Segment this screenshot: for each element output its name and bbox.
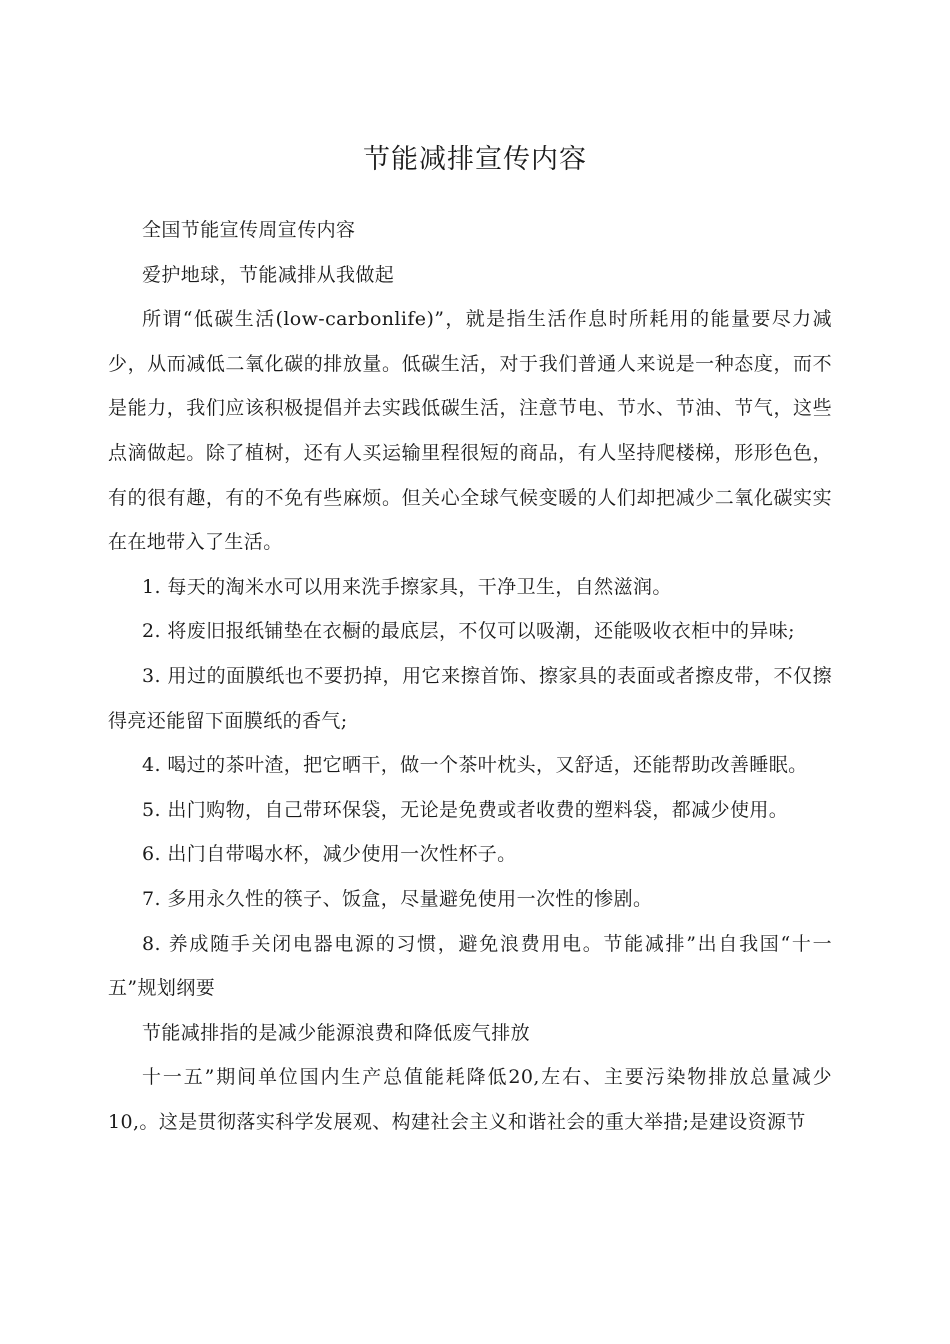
paragraph: 节能减排指的是减少能源浪费和降低废气排放 (142, 1021, 531, 1044)
document-body (108, 208, 832, 1144)
list-item: 5. 出门购物，自己带环保袋，无论是免费或者收费的塑料袋，都减少使用。 (142, 798, 789, 821)
list-item: 3. 用过的面膜纸也不要扔掉，用它来擦首饰、擦家具的表面或者擦皮带，不仅擦得亮还能留下面膜纸的香气; (108, 664, 832, 732)
paragraph: 十一五”期间单位国内生产总值能耗降低20,左右、主要污染物排放总量减少10,。这是贯彻落实科学发展观、构建社会主义和谐社会的重大举措;是建设资源节 (108, 1066, 832, 1133)
list-item: 2. 将废旧报纸铺垫在衣橱的最底层，不仅可以吸潮，还能吸收衣柜中的异味; (142, 620, 795, 643)
paragraph: 爱护地球，节能减排从我做起 (142, 263, 395, 286)
list-item: 1. 每天的淘米水可以用来洗手擦家具，干净卫生，自然滋润。 (142, 575, 672, 598)
document-title: 节能减排宣传内容 (363, 144, 587, 175)
list-item: 7. 多用永久性的筷子、饭盒，尽量避免使用一次性的惨剧。 (142, 887, 653, 910)
list-item: 6. 出门自带喝水杯，减少使用一次性杯子。 (142, 843, 517, 866)
list-item: 8. 养成随手关闭电器电源的习惯，避免浪费用电。节能减排”出自我国“十一五”规划纲要 (108, 932, 832, 1000)
list-item: 4. 喝过的茶叶渣，把它晒干，做一个茶叶枕头，又舒适，还能帮助改善睡眠。 (142, 754, 808, 777)
paragraph: 全国节能宣传周宣传内容 (142, 219, 356, 241)
paragraph: 所谓“低碳生活(low-carbonlife)”，就是指生活作息时所耗用的能量要尽力减少，从而减低二氧化碳的排放量。低碳生活，对于我们普通人来说是一种态度，而不是能力，我们应该积极提倡并去实践低碳生活，注意节电、节水、节油、节气，这些点滴做起。除了植树，还有人买运输里程很短的商品，有人坚持爬楼梯，形形色色，有的很有趣，有的不免有些麻烦。但关心全球气候变暖的人们却把减少二氧化碳实实在在地带入了生活。 (108, 308, 832, 554)
